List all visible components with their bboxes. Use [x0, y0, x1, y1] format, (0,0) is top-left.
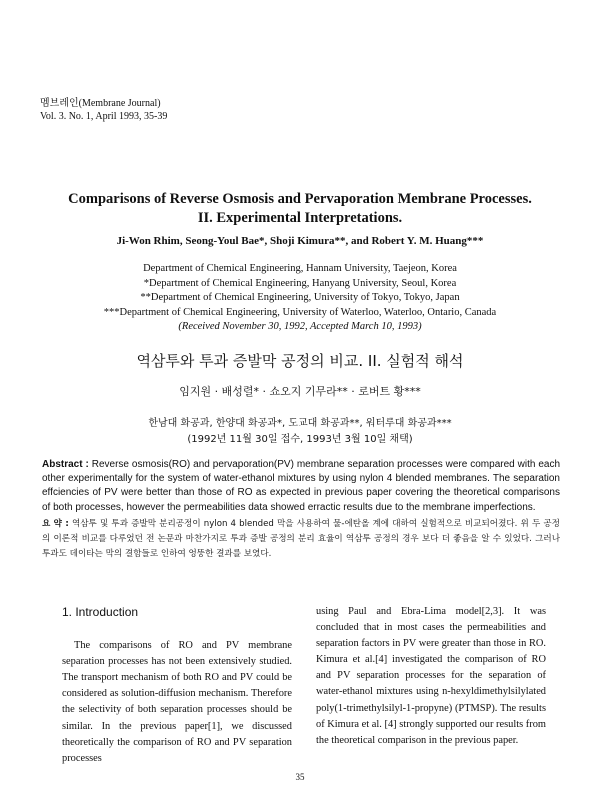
- left-column: [62, 604, 292, 767]
- authors: Ji-Won Rhim, Seong-Youl Bae*, Shoji Kimura**, and Robert Y. M. Huang***: [116, 235, 484, 247]
- paper-title: [0, 190, 600, 228]
- abstract-text: Reverse osmosis(RO) and pervaporation(PV) membrane separation processes were compared with each other experimentally for the system of water-ethanol mixtures by using nylon 4 blended membranes. The separation effciencies of PV were better than those of RO as expected in previous paper covering the theoretical comparisons of both processes, however the permeabilities data showed erractic results due to the membrane imperfections.: [42, 459, 561, 513]
- abstract: [42, 458, 560, 515]
- abstract-label: Abstract :: [42, 459, 89, 470]
- affiliation-3: **Department of Chemical Engineering, University of Tokyo, Tokyo, Japan: [140, 292, 460, 304]
- korean-title: 역삼투와 투과 증발막 공정의 비교. II. 실험적 해석: [136, 352, 464, 370]
- korean-affiliations: [0, 416, 600, 448]
- korean-aff-line: 한남대 화공과, 한양대 화공과*, 도교대 화공과**, 워터루대 화공과***: [148, 418, 452, 429]
- journal-volume: Vol. 3. No. 1, April 1993, 35-39: [40, 111, 168, 122]
- right-column: [316, 604, 546, 749]
- korean-abstract: [42, 517, 560, 563]
- title-line-1: Comparisons of Reverse Osmosis and Pervaporation Membrane Processes.: [68, 191, 532, 207]
- page-number: 35: [295, 772, 305, 782]
- section-heading: 1. Introduction: [62, 605, 139, 619]
- affiliations: [0, 262, 600, 335]
- intro-paragraph-right: using Paul and Ebra-Lima model[2,3]. It was concluded that in most cases the permeabilities and separation factors in PV were greater than those in RO. Kimura et al.[4] investigated the comparison of RO and PV separation processes for the separation of water-ethanol mixtures using n-hexyldimethylsilylated poly(1-trimethylsilyl-1-propyne) (PTMSP). The results of Kimura et al. [4] strongly supported our results from the theoretical comparison in the previous paper.: [316, 606, 546, 746]
- affiliation-4: ***Department of Chemical Engineering, University of Waterloo, Waterloo, Ontario, Canada: [103, 306, 497, 318]
- affiliation-1: Department of Chemical Engineering, Hannam University, Taejeon, Korea: [143, 263, 457, 274]
- korean-abstract-text: 역삼투 및 투과 증발막 분리공정이 nylon 4 blended 막을 사용하여 물-에탄올 계에 대하여 실험적으로 비교되어졌다. 위 두 공정의 이론적 비교를 다루었던 전 논문과 마찬가지로 투과 증발 공정의 분리 효율이 역삼투 공정의 경우 보다 더 좋음을 알 수 있었다. 그러나 투과도 데이타는 막의 결함들로 인하여 엉뚱한 결과를 보였다.: [42, 519, 560, 560]
- journal-name: 멤브레인(Membrane Journal): [40, 98, 161, 109]
- korean-authors: 임지원 · 배성렬* · 쇼오지 기무라** · 로버트 황***: [179, 385, 421, 398]
- korean-received: (1992년 11월 30일 접수, 1993년 3월 10일 채택): [187, 434, 413, 445]
- korean-abstract-label: 요 약 :: [42, 519, 69, 529]
- received-date: (Received November 30, 1992, Accepted March 10, 1993): [178, 321, 422, 333]
- journal-header: [40, 97, 167, 123]
- intro-paragraph-left: The comparisons of RO and PV membrane separation processes has not been extensively studied. The transport mechanism of both RO and PV could be considered as solution-diffusion mechanism. Therefore the selectivity of both separation processes should be similar. In the previous paper[1], we discussed theoretically the comparison of RO and PV separation processes: [62, 640, 292, 764]
- title-line-2: II. Experimental Interpretations.: [197, 210, 403, 226]
- affiliation-2: *Department of Chemical Engineering, Hanyang University, Seoul, Korea: [143, 277, 457, 289]
